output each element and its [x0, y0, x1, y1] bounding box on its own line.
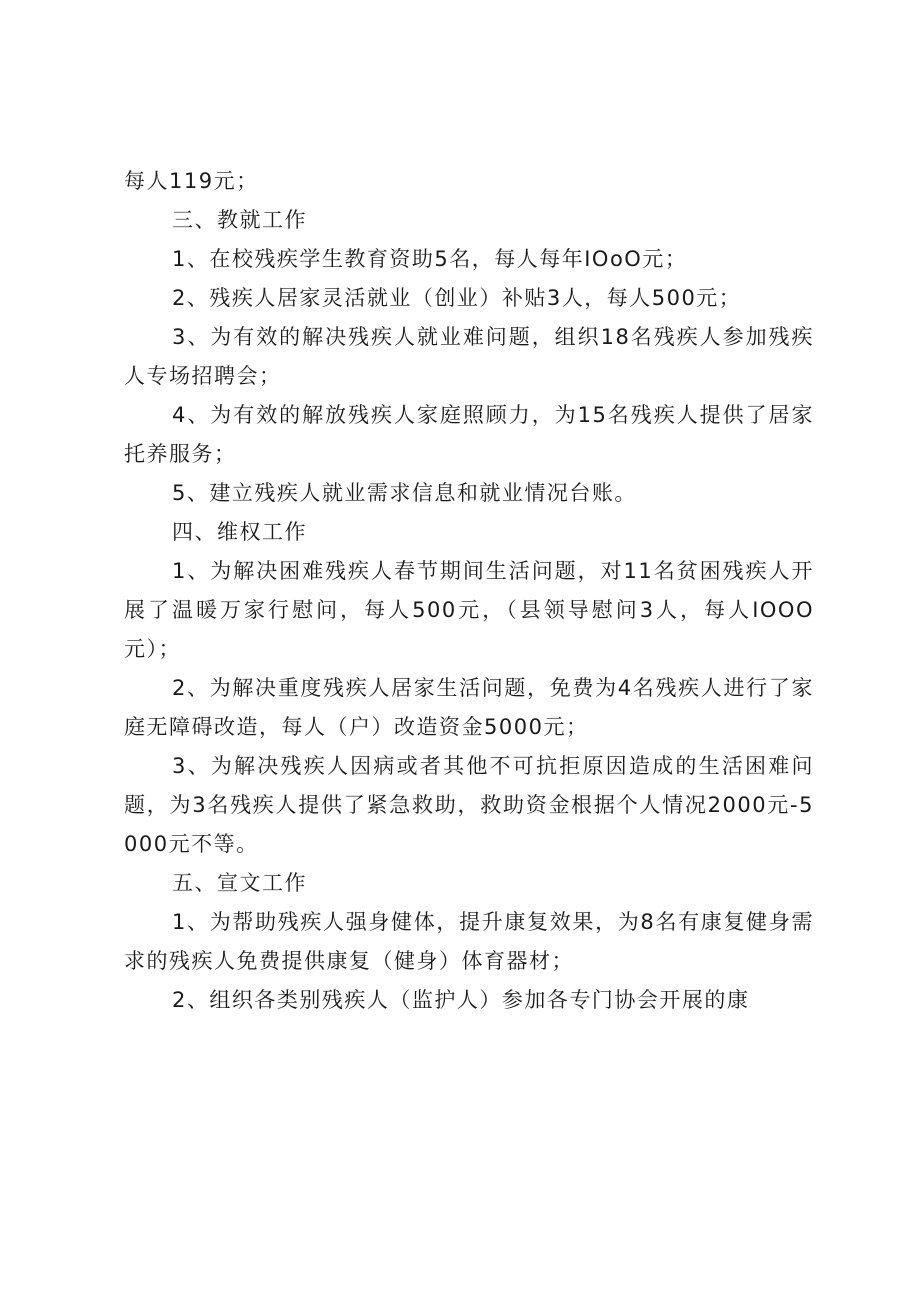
paragraph-6: 4、为有效的解放残疾人家庭照顾力，为15名残疾人提供了居家托养服务；	[124, 403, 814, 466]
section-heading-weiquan: 四、维权工作	[172, 520, 307, 544]
paragraph-13: 1、为帮助残疾人强身健体，提升康复效果，为8名有康复健身需求的残疾人免费提供康复（健身）体育器材；	[124, 910, 814, 973]
paragraph-5: 3、为有效的解决残疾人就业难问题，组织18名残疾人参加残疾人专场招聘会；	[124, 325, 814, 388]
document-body	[124, 162, 814, 1020]
section-heading-jiaojiu: 三、教就工作	[172, 208, 307, 232]
paragraph-7: 5、建立残疾人就业需求信息和就业情况台账。	[172, 481, 637, 505]
paragraph-9: 1、为解决困难残疾人春节期间生活问题，对11名贫困残疾人开展了温暖万家行慰问，每人500元，（县领导慰问3人，每人IOOO元）；	[124, 559, 814, 661]
paragraph-14: 2、组织各类别残疾人（监护人）参加各专门协会开展的康	[172, 988, 750, 1012]
paragraph-3: 1、在校残疾学生教育资助5名，每人每年IOoO元；	[172, 247, 688, 271]
section-heading-xuanwen: 五、宣文工作	[172, 871, 307, 895]
paragraph-4: 2、残疾人居家灵活就业（创业）补贴3人，每人500元；	[172, 286, 742, 310]
paragraph-1: 每人119元；	[124, 169, 259, 193]
paragraph-10: 2、为解决重度残疾人居家生活问题，免费为4名残疾人进行了家庭无障碍改造，每人（户）改造资金5000元；	[124, 676, 814, 739]
paragraph-11: 3、为解决残疾人因病或者其他不可抗拒原因造成的生活困难问题，为3名残疾人提供了紧急救助，救助资金根据个人情况2000元-5000元不等。	[124, 754, 814, 856]
